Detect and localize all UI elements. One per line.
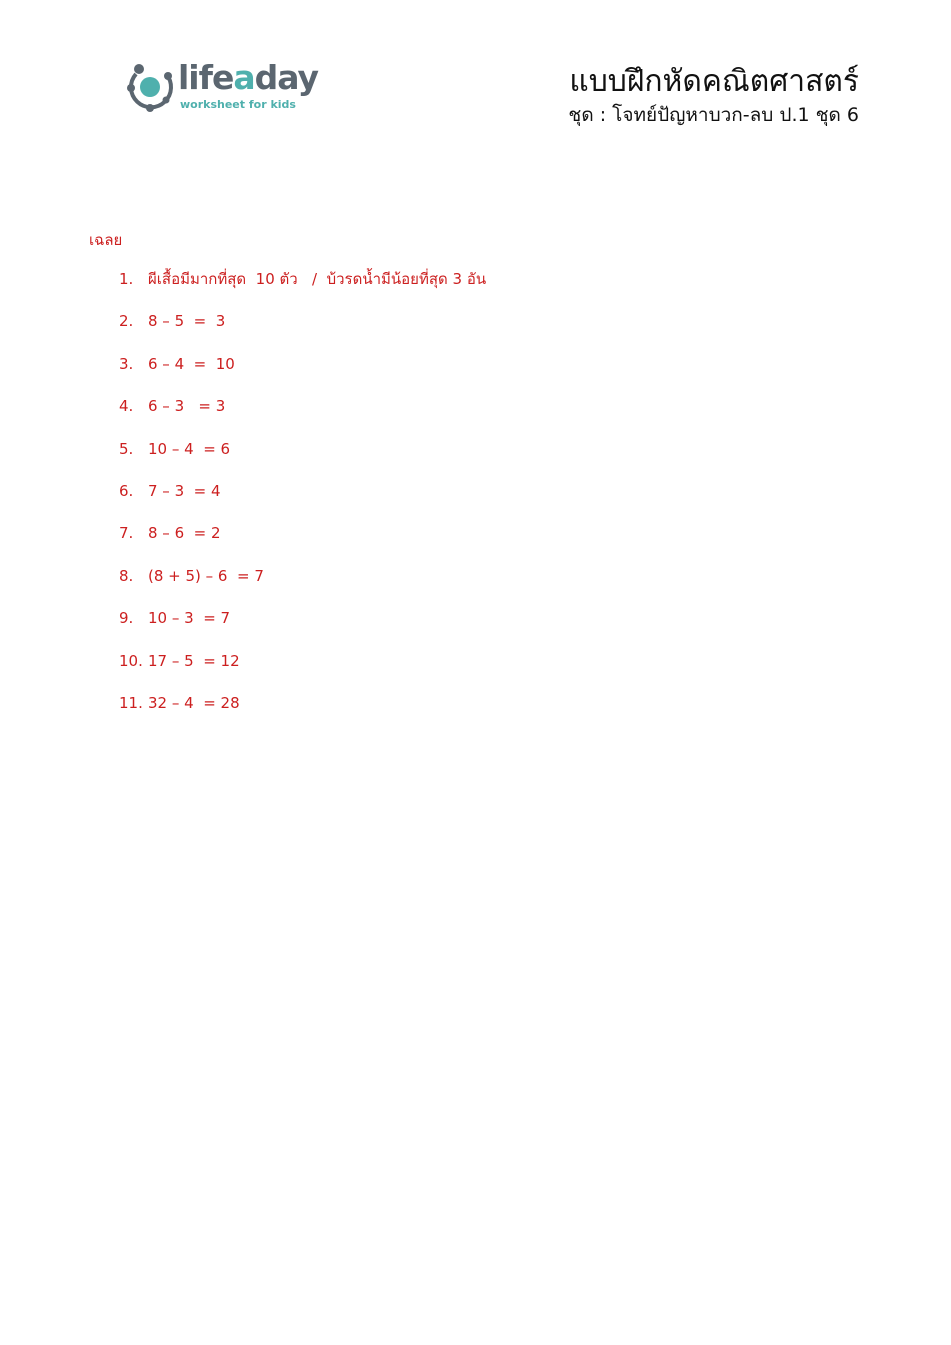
logo-wordmark: lifeaday: [178, 58, 319, 97]
answer-item: [119, 565, 486, 607]
answer-text: 17 – 5 = 12: [148, 651, 240, 670]
logo-tagline: worksheet for kids: [180, 98, 296, 111]
logo-molecule-icon: [126, 60, 176, 112]
answer-item: [119, 480, 486, 522]
answer-item: [119, 310, 486, 352]
answer-key-heading: เฉลย: [89, 231, 123, 249]
answer-text: 10 – 3 = 7: [148, 609, 231, 628]
answer-number: 6.: [119, 481, 134, 500]
answer-text: 10 – 4 = 6: [148, 439, 231, 458]
answer-item: [119, 692, 486, 734]
answer-number: 2.: [119, 312, 134, 331]
answer-list: [119, 268, 486, 734]
answer-number: 5.: [119, 439, 134, 458]
answer-number: 8.: [119, 566, 134, 585]
answer-number: 11.: [119, 693, 143, 712]
answer-text: 8 – 6 = 2: [148, 524, 221, 543]
answer-text: 6 – 4 = 10: [148, 354, 235, 373]
lifeaday-logo: [126, 58, 319, 116]
answer-item: [119, 607, 486, 649]
answer-item: [119, 522, 486, 564]
answer-text: 7 – 3 = 4: [148, 481, 221, 500]
page-title: แบบฝึกหัดคณิตศาสตร์: [569, 64, 859, 99]
answer-item: [119, 353, 486, 395]
answer-number: 9.: [119, 609, 134, 628]
answer-text: 6 – 3 = 3: [148, 397, 226, 416]
page-subtitle: ชุด : โจทย์ปัญหาบวก-ลบ ป.1 ชุด 6: [568, 104, 859, 126]
answer-number: 7.: [119, 524, 134, 543]
answer-number: 1.: [119, 270, 134, 288]
answer-item: [119, 438, 486, 480]
answer-text: ผีเสื้อมีมากที่สุด 10 ตัว / บ้วรดน้ำมีน้อยที่สุด 3 อัน: [148, 270, 487, 288]
answer-item: [119, 395, 486, 437]
answer-number: 10.: [119, 651, 143, 670]
answer-number: 3.: [119, 354, 134, 373]
answer-text: 8 – 5 = 3: [148, 312, 226, 331]
answer-item: [119, 650, 486, 692]
answer-text: (8 + 5) – 6 = 7: [148, 566, 264, 585]
answer-number: 4.: [119, 397, 134, 416]
answer-item: [119, 268, 486, 310]
answer-text: 32 – 4 = 28: [148, 693, 240, 712]
